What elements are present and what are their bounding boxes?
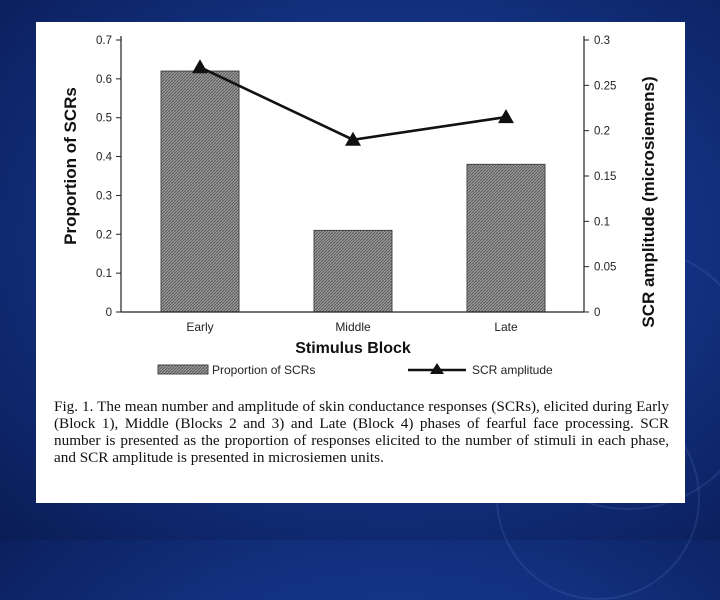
- bar-series: [161, 71, 545, 312]
- amplitude-line: [200, 67, 506, 140]
- legend-marker: [430, 363, 444, 374]
- right-tick-label: 0.1: [594, 216, 610, 229]
- x-tick-label: Late: [494, 320, 518, 334]
- bar: [314, 230, 392, 312]
- x-tick-label: Middle: [335, 320, 371, 334]
- right-tick-label: 0.15: [594, 171, 617, 183]
- legend-swatch-bar: [158, 365, 208, 374]
- x-axis-title: Stimulus Block: [295, 340, 411, 357]
- legend-label: SCR amplitude: [472, 363, 553, 377]
- triangle-marker: [498, 109, 514, 123]
- left-tick-label: 0.5: [96, 112, 112, 125]
- x-axis: [121, 312, 584, 334]
- line-series: [192, 59, 514, 146]
- left-tick-label: 0: [105, 307, 112, 319]
- y-axis-title-right: SCR amplitude (microsiemens): [639, 76, 658, 328]
- left-tick-label: 0.2: [96, 229, 112, 242]
- right-tick-label: 0.25: [594, 80, 617, 93]
- left-tick-label: 0.6: [96, 73, 112, 86]
- right-tick-label: 0.2: [594, 125, 610, 138]
- right-tick-label: 0.05: [594, 261, 617, 274]
- legend-label: Proportion of SCRs: [212, 363, 316, 377]
- right-tick-label: 0.3: [594, 35, 610, 47]
- left-tick-label: 0.7: [96, 35, 112, 47]
- scr-chart: [36, 22, 685, 402]
- x-tick-label: Early: [186, 320, 214, 334]
- left-y-axis: [96, 35, 121, 319]
- triangle-marker: [192, 59, 208, 73]
- bar: [467, 164, 545, 312]
- figure-panel: [36, 22, 685, 503]
- right-tick-label: 0: [594, 307, 601, 319]
- left-tick-label: 0.1: [96, 268, 112, 281]
- left-tick-label: 0.3: [96, 190, 112, 203]
- figure-caption: Fig. 1. The mean number and amplitude of skin conductance responses (SCRs), elicited during Early (Block 1), Middle (Blocks 2 and 3) and Late (Block 4) phases of fearful face processing. SCR number is presented as the proportion of responses elicited to the number of stimuli in each phase, and SCR amplitude is presented in microsiemen units.: [54, 398, 669, 466]
- left-tick-label: 0.4: [96, 151, 112, 164]
- y-axis-title-left: Proportion of SCRs: [61, 87, 80, 245]
- chart-legend: [158, 363, 553, 377]
- right-y-axis: [584, 35, 616, 319]
- bar: [161, 71, 239, 312]
